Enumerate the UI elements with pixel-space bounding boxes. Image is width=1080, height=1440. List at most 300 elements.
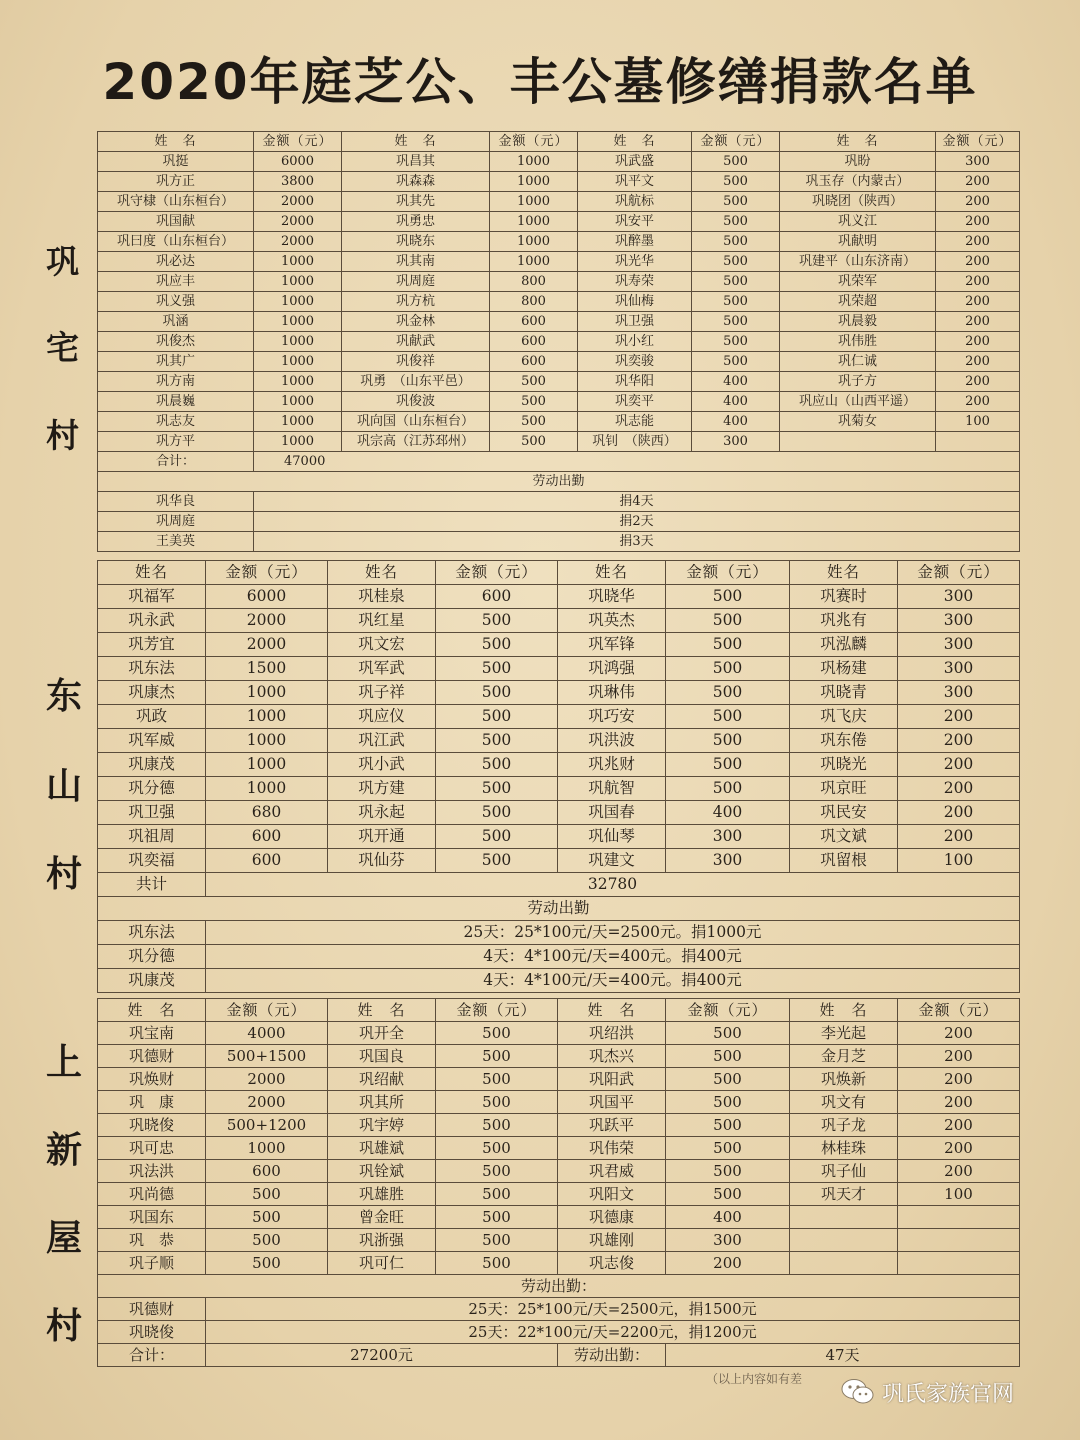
donation-amount: 200 bbox=[936, 252, 1020, 272]
donor-name: 巩子祥 bbox=[328, 681, 436, 705]
donor-name: 巩福军 bbox=[98, 585, 206, 609]
labor-desc: 捐3天 bbox=[254, 532, 1020, 552]
donation-amount: 400 bbox=[666, 1206, 790, 1229]
donor-name: 巩光华 bbox=[578, 252, 692, 272]
donation-amount: 600 bbox=[206, 849, 328, 873]
donor-name: 巩献明 bbox=[780, 232, 936, 252]
donor-name: 巩 康 bbox=[98, 1091, 206, 1114]
donation-amount: 2000 bbox=[206, 1091, 328, 1114]
donation-amount: 500 bbox=[436, 1229, 558, 1252]
donor-name: 巩方杭 bbox=[342, 292, 490, 312]
labor-desc: 捐2天 bbox=[254, 512, 1020, 532]
donation-amount: 100 bbox=[898, 849, 1020, 873]
labor-row bbox=[98, 1321, 1020, 1344]
labor-row bbox=[98, 1298, 1020, 1321]
donor-name bbox=[790, 1252, 898, 1275]
column-header: 姓 名 bbox=[578, 132, 692, 152]
labor-row bbox=[98, 512, 1020, 532]
donation-amount: 200 bbox=[898, 705, 1020, 729]
donor-name: 巩武盛 bbox=[578, 152, 692, 172]
donor-name: 巩君威 bbox=[558, 1160, 666, 1183]
donor-name: 巩军锋 bbox=[558, 633, 666, 657]
donation-amount: 500 bbox=[436, 609, 558, 633]
donor-name: 巩晓青 bbox=[790, 681, 898, 705]
donor-name: 巩兆财 bbox=[558, 753, 666, 777]
column-header: 姓 名 bbox=[98, 132, 254, 152]
donor-name: 巩开通 bbox=[328, 825, 436, 849]
donor-name: 巩国献 bbox=[98, 212, 254, 232]
donation-amount: 400 bbox=[692, 412, 780, 432]
labor-title: 劳动出勤 bbox=[98, 472, 1020, 492]
donation-amount bbox=[898, 1252, 1020, 1275]
donor-name: 巩文斌 bbox=[790, 825, 898, 849]
donor-name: 巩志俊 bbox=[558, 1252, 666, 1275]
donor-name: 巩晨巍 bbox=[98, 392, 254, 412]
donation-amount: 200 bbox=[936, 292, 1020, 312]
table-row bbox=[98, 681, 1020, 705]
donation-amount: 500 bbox=[436, 633, 558, 657]
table-row bbox=[98, 633, 1020, 657]
table-row bbox=[98, 801, 1020, 825]
donation-amount: 500 bbox=[436, 1252, 558, 1275]
table-row bbox=[98, 1114, 1020, 1137]
donor-name: 巩志友 bbox=[98, 412, 254, 432]
donor-name: 巩德康 bbox=[558, 1206, 666, 1229]
table-row bbox=[98, 212, 1020, 232]
donation-amount: 1000 bbox=[254, 432, 342, 452]
donation-amount: 500 bbox=[666, 705, 790, 729]
labor-title: 劳动出勤 bbox=[98, 897, 1020, 921]
donor-name: 巩勇 （山东平邑） bbox=[342, 372, 490, 392]
labor-name: 巩康茂 bbox=[98, 969, 206, 993]
donation-amount: 500 bbox=[692, 272, 780, 292]
donation-amount: 500 bbox=[436, 1183, 558, 1206]
donor-name: 巩其南 bbox=[342, 252, 490, 272]
donor-name: 巩永起 bbox=[328, 801, 436, 825]
donation-amount bbox=[898, 1229, 1020, 1252]
donation-amount: 500 bbox=[666, 609, 790, 633]
donation-amount: 300 bbox=[666, 849, 790, 873]
donor-name: 巩晨毅 bbox=[780, 312, 936, 332]
donor-name: 巩国平 bbox=[558, 1091, 666, 1114]
donor-name: 巩献武 bbox=[342, 332, 490, 352]
donor-name: 巩可忠 bbox=[98, 1137, 206, 1160]
village-char: 宅 bbox=[46, 328, 79, 367]
column-header: 金额（元） bbox=[692, 132, 780, 152]
donation-amount: 500 bbox=[436, 1068, 558, 1091]
donation-amount: 500 bbox=[692, 152, 780, 172]
labor-total-value: 47天 bbox=[666, 1344, 1020, 1367]
table-row bbox=[98, 172, 1020, 192]
table-row bbox=[98, 352, 1020, 372]
column-header: 姓 名 bbox=[780, 132, 936, 152]
column-header: 姓 名 bbox=[558, 999, 666, 1022]
table-row bbox=[98, 1068, 1020, 1091]
donation-amount: 200 bbox=[898, 777, 1020, 801]
donor-name: 金月芝 bbox=[790, 1045, 898, 1068]
donation-amount: 1000 bbox=[490, 192, 578, 212]
column-header: 姓名 bbox=[328, 561, 436, 585]
labor-desc: 4天：4*100元/天=400元。捐400元 bbox=[206, 945, 1020, 969]
labor-title: 劳动出勤： bbox=[98, 1275, 1020, 1298]
table-row bbox=[98, 585, 1020, 609]
donor-name: 巩盼 bbox=[780, 152, 936, 172]
labor-desc: 25天：25*100元/天=2500元，捐1500元 bbox=[206, 1298, 1020, 1321]
table-row bbox=[98, 292, 1020, 312]
donation-amount: 1000 bbox=[490, 232, 578, 252]
donation-amount: 500 bbox=[436, 1114, 558, 1137]
page-title: 2020年庭芝公、丰公墓修缮捐款名单 bbox=[102, 53, 978, 111]
donor-name: 巩铨斌 bbox=[328, 1160, 436, 1183]
donor-name: 巩江武 bbox=[328, 729, 436, 753]
donation-amount: 200 bbox=[936, 232, 1020, 252]
donation-amount bbox=[936, 432, 1020, 452]
donor-name bbox=[790, 1206, 898, 1229]
donation-amount: 600 bbox=[490, 312, 578, 332]
donation-amount: 2000 bbox=[254, 192, 342, 212]
donor-name: 林桂珠 bbox=[790, 1137, 898, 1160]
donor-name: 巩杨建 bbox=[790, 657, 898, 681]
total-label: 共计 bbox=[98, 873, 206, 897]
column-header: 金额（元） bbox=[436, 999, 558, 1022]
donor-name: 巩挺 bbox=[98, 152, 254, 172]
donation-table-dongshan bbox=[97, 560, 1020, 993]
donation-amount: 500 bbox=[666, 633, 790, 657]
donation-amount: 500 bbox=[666, 657, 790, 681]
column-header: 姓 名 bbox=[790, 999, 898, 1022]
donation-amount: 400 bbox=[692, 372, 780, 392]
donation-amount: 300 bbox=[898, 609, 1020, 633]
donor-name: 巩涵 bbox=[98, 312, 254, 332]
village-char: 村 bbox=[46, 854, 83, 895]
donation-table-gongzhai bbox=[97, 131, 1020, 552]
labor-row bbox=[98, 969, 1020, 993]
donor-name: 巩卫强 bbox=[98, 801, 206, 825]
donation-amount: 500 bbox=[206, 1252, 328, 1275]
donation-amount: 200 bbox=[898, 1068, 1020, 1091]
donor-name: 巩桂泉 bbox=[328, 585, 436, 609]
donation-amount: 200 bbox=[936, 352, 1020, 372]
donation-amount: 200 bbox=[898, 753, 1020, 777]
donor-name: 巩宝南 bbox=[98, 1022, 206, 1045]
donor-name: 巩兆有 bbox=[790, 609, 898, 633]
donation-table-shangxinwu bbox=[97, 998, 1020, 1367]
donor-name: 巩仁诚 bbox=[780, 352, 936, 372]
donation-amount: 1000 bbox=[254, 312, 342, 332]
donation-amount: 500 bbox=[692, 232, 780, 252]
labor-title-row bbox=[98, 472, 1020, 492]
donor-name: 巩泓麟 bbox=[790, 633, 898, 657]
donation-amount: 500 bbox=[666, 585, 790, 609]
donor-name: 巩焕新 bbox=[790, 1068, 898, 1091]
donation-amount: 200 bbox=[898, 1045, 1020, 1068]
donor-name: 巩分德 bbox=[98, 777, 206, 801]
donation-amount: 200 bbox=[898, 1137, 1020, 1160]
donor-name: 巩仙琴 bbox=[558, 825, 666, 849]
donor-name: 巩尚德 bbox=[98, 1183, 206, 1206]
village-char: 屋 bbox=[46, 1218, 83, 1259]
donation-amount: 1000 bbox=[254, 292, 342, 312]
donation-amount: 200 bbox=[898, 825, 1020, 849]
donation-amount: 200 bbox=[898, 1022, 1020, 1045]
table-row bbox=[98, 312, 1020, 332]
donor-name: 巩芳宜 bbox=[98, 633, 206, 657]
donor-name: 巩 恭 bbox=[98, 1229, 206, 1252]
donation-amount: 200 bbox=[898, 801, 1020, 825]
donor-name: 巩仙梅 bbox=[578, 292, 692, 312]
donation-amount: 200 bbox=[936, 332, 1020, 352]
donor-name: 巩俊祥 bbox=[342, 352, 490, 372]
column-header: 姓 名 bbox=[328, 999, 436, 1022]
column-header: 姓 名 bbox=[342, 132, 490, 152]
donation-amount: 1000 bbox=[206, 1137, 328, 1160]
column-header: 金额（元） bbox=[436, 561, 558, 585]
donation-amount: 300 bbox=[666, 825, 790, 849]
table-row bbox=[98, 192, 1020, 212]
donor-name: 巩森森 bbox=[342, 172, 490, 192]
donor-name: 巩伟荣 bbox=[558, 1137, 666, 1160]
column-header: 金额（元） bbox=[206, 999, 328, 1022]
donation-amount: 500 bbox=[436, 729, 558, 753]
donation-amount: 300 bbox=[936, 152, 1020, 172]
table-row bbox=[98, 729, 1020, 753]
column-header: 金额（元） bbox=[898, 999, 1020, 1022]
donation-amount: 400 bbox=[692, 392, 780, 412]
watermark bbox=[840, 1375, 1014, 1409]
donor-name: 巩子龙 bbox=[790, 1114, 898, 1137]
donor-name: 巩开全 bbox=[328, 1022, 436, 1045]
donation-amount: 500 bbox=[692, 172, 780, 192]
table-row bbox=[98, 825, 1020, 849]
donor-name bbox=[780, 432, 936, 452]
donor-name: 巩晓光 bbox=[790, 753, 898, 777]
donation-amount: 500 bbox=[666, 777, 790, 801]
donation-amount: 1000 bbox=[254, 332, 342, 352]
donation-amount: 200 bbox=[898, 1091, 1020, 1114]
donation-amount: 800 bbox=[490, 272, 578, 292]
donor-name: 巩巧安 bbox=[558, 705, 666, 729]
labor-desc: 4天：4*100元/天=400元。捐400元 bbox=[206, 969, 1020, 993]
donor-name: 巩可仁 bbox=[328, 1252, 436, 1275]
donor-name: 巩应丰 bbox=[98, 272, 254, 292]
donation-amount: 500 bbox=[692, 312, 780, 332]
donor-name: 巩玉存（内蒙古） bbox=[780, 172, 936, 192]
table-row bbox=[98, 232, 1020, 252]
donor-name: 巩东法 bbox=[98, 657, 206, 681]
total-value: 47000 bbox=[254, 452, 1020, 472]
donor-name: 巩晓华 bbox=[558, 585, 666, 609]
donation-amount: 100 bbox=[936, 412, 1020, 432]
donor-name: 巩法洪 bbox=[98, 1160, 206, 1183]
donation-amount: 200 bbox=[936, 372, 1020, 392]
donation-amount: 200 bbox=[936, 272, 1020, 292]
donation-amount: 500 bbox=[436, 753, 558, 777]
donor-name: 巩阳文 bbox=[558, 1183, 666, 1206]
donor-name: 巩建平（山东济南） bbox=[780, 252, 936, 272]
donor-name: 巩奕福 bbox=[98, 849, 206, 873]
donation-amount: 200 bbox=[898, 1114, 1020, 1137]
donation-amount: 200 bbox=[936, 212, 1020, 232]
donor-name: 巩焕财 bbox=[98, 1068, 206, 1091]
table-row bbox=[98, 1022, 1020, 1045]
donor-name: 巩子仙 bbox=[790, 1160, 898, 1183]
donor-name: 巩志能 bbox=[578, 412, 692, 432]
table-row bbox=[98, 1183, 1020, 1206]
donor-name: 巩俊波 bbox=[342, 392, 490, 412]
total-row bbox=[98, 1344, 1020, 1367]
donor-name: 巩曰度（山东桓台） bbox=[98, 232, 254, 252]
labor-desc: 25天：22*100元/天=2200元，捐1200元 bbox=[206, 1321, 1020, 1344]
donor-name: 巩子方 bbox=[780, 372, 936, 392]
donor-name: 巩国东 bbox=[98, 1206, 206, 1229]
donation-amount: 500 bbox=[436, 657, 558, 681]
total-row bbox=[98, 452, 1020, 472]
donor-name: 巩伟胜 bbox=[780, 332, 936, 352]
donation-amount: 500 bbox=[436, 801, 558, 825]
donation-amount: 4000 bbox=[206, 1022, 328, 1045]
donation-amount: 500 bbox=[692, 212, 780, 232]
column-header: 姓名 bbox=[98, 561, 206, 585]
donation-amount: 500 bbox=[436, 681, 558, 705]
donor-name: 巩祖周 bbox=[98, 825, 206, 849]
labor-desc: 捐4天 bbox=[254, 492, 1020, 512]
donor-name: 巩晓东 bbox=[342, 232, 490, 252]
donation-amount: 1000 bbox=[206, 705, 328, 729]
donation-amount: 300 bbox=[666, 1229, 790, 1252]
donor-name: 巩菊女 bbox=[780, 412, 936, 432]
donor-name: 巩军威 bbox=[98, 729, 206, 753]
donor-name: 巩方建 bbox=[328, 777, 436, 801]
column-header: 金额（元） bbox=[936, 132, 1020, 152]
donor-name: 巩永武 bbox=[98, 609, 206, 633]
donation-amount: 1000 bbox=[254, 352, 342, 372]
table-row bbox=[98, 252, 1020, 272]
village-char: 上 bbox=[46, 1042, 83, 1083]
donor-name: 巩国春 bbox=[558, 801, 666, 825]
village-char: 东 bbox=[46, 676, 83, 717]
donor-name: 巩军武 bbox=[328, 657, 436, 681]
donor-name: 巩方平 bbox=[98, 432, 254, 452]
donor-name: 巩留根 bbox=[790, 849, 898, 873]
village-char: 山 bbox=[46, 766, 83, 807]
village-char: 巩 bbox=[46, 242, 79, 281]
donor-name: 巩应仪 bbox=[328, 705, 436, 729]
donor-name: 巩义强 bbox=[98, 292, 254, 312]
donation-amount: 500 bbox=[666, 1160, 790, 1183]
donation-amount: 500 bbox=[436, 1091, 558, 1114]
table-row bbox=[98, 849, 1020, 873]
donation-amount: 300 bbox=[898, 681, 1020, 705]
donor-name: 巩华阳 bbox=[578, 372, 692, 392]
donation-amount bbox=[898, 1206, 1020, 1229]
donation-amount: 500 bbox=[692, 192, 780, 212]
donation-amount: 500 bbox=[666, 1183, 790, 1206]
donor-name: 巩红星 bbox=[328, 609, 436, 633]
donation-amount: 1000 bbox=[490, 212, 578, 232]
donation-amount: 500+1200 bbox=[206, 1114, 328, 1137]
village-char: 村 bbox=[46, 416, 79, 455]
donor-name: 巩文宏 bbox=[328, 633, 436, 657]
donor-name: 巩卫强 bbox=[578, 312, 692, 332]
donation-amount: 500 bbox=[666, 1137, 790, 1160]
labor-row bbox=[98, 532, 1020, 552]
donation-amount: 500 bbox=[692, 292, 780, 312]
donor-name: 巩杰兴 bbox=[558, 1045, 666, 1068]
table-row bbox=[98, 272, 1020, 292]
header-row bbox=[98, 132, 1020, 152]
donor-name: 巩跃平 bbox=[558, 1114, 666, 1137]
donation-amount: 500 bbox=[206, 1206, 328, 1229]
donor-name: 巩周庭 bbox=[342, 272, 490, 292]
donation-amount: 1000 bbox=[206, 729, 328, 753]
donor-name: 巩国良 bbox=[328, 1045, 436, 1068]
donation-amount: 500 bbox=[436, 825, 558, 849]
donor-name: 巩洪波 bbox=[558, 729, 666, 753]
donation-amount: 200 bbox=[936, 192, 1020, 212]
donor-name: 巩勇忠 bbox=[342, 212, 490, 232]
table-row bbox=[98, 705, 1020, 729]
donation-amount: 500 bbox=[666, 1068, 790, 1091]
donation-amount: 6000 bbox=[206, 585, 328, 609]
donation-amount: 500 bbox=[206, 1183, 328, 1206]
labor-total-label: 劳动出勤： bbox=[558, 1344, 666, 1367]
labor-row bbox=[98, 921, 1020, 945]
table-row bbox=[98, 1137, 1020, 1160]
donation-amount: 2000 bbox=[206, 609, 328, 633]
donation-amount: 500 bbox=[436, 1137, 558, 1160]
donation-amount: 3800 bbox=[254, 172, 342, 192]
column-header: 金额（元） bbox=[666, 999, 790, 1022]
donor-name: 巩绍洪 bbox=[558, 1022, 666, 1045]
donation-amount: 6000 bbox=[254, 152, 342, 172]
donor-name: 巩康茂 bbox=[98, 753, 206, 777]
donor-name: 巩宗高（江苏邳州） bbox=[342, 432, 490, 452]
table-row bbox=[98, 152, 1020, 172]
donation-amount: 2000 bbox=[206, 633, 328, 657]
donation-amount: 300 bbox=[898, 657, 1020, 681]
donation-amount: 1500 bbox=[206, 657, 328, 681]
donation-amount: 500 bbox=[436, 1045, 558, 1068]
donation-amount: 300 bbox=[692, 432, 780, 452]
table-row bbox=[98, 609, 1020, 633]
labor-row bbox=[98, 492, 1020, 512]
donation-amount: 600 bbox=[206, 1160, 328, 1183]
labor-title-row bbox=[98, 1275, 1020, 1298]
donor-name: 巩雄刚 bbox=[558, 1229, 666, 1252]
labor-desc: 25天：25*100元/天=2500元。捐1000元 bbox=[206, 921, 1020, 945]
donation-amount: 1000 bbox=[206, 777, 328, 801]
column-header: 金额（元） bbox=[666, 561, 790, 585]
column-header: 金额（元） bbox=[254, 132, 342, 152]
donor-name: 巩康杰 bbox=[98, 681, 206, 705]
village-char: 村 bbox=[46, 1306, 83, 1347]
donation-amount: 600 bbox=[206, 825, 328, 849]
donation-amount: 1000 bbox=[490, 152, 578, 172]
donor-name: 巩政 bbox=[98, 705, 206, 729]
donation-amount: 500 bbox=[666, 1114, 790, 1137]
donation-amount: 100 bbox=[898, 1183, 1020, 1206]
donation-amount: 500 bbox=[436, 777, 558, 801]
table-row bbox=[98, 432, 1020, 452]
donation-amount: 500 bbox=[490, 392, 578, 412]
donor-name: 巩守棣（山东桓台） bbox=[98, 192, 254, 212]
donation-amount: 500 bbox=[490, 372, 578, 392]
donation-amount: 600 bbox=[490, 352, 578, 372]
donor-name: 巩奕骏 bbox=[578, 352, 692, 372]
donor-name: 巩阳武 bbox=[558, 1068, 666, 1091]
donor-name: 巩东倦 bbox=[790, 729, 898, 753]
donor-name: 巩雄斌 bbox=[328, 1137, 436, 1160]
